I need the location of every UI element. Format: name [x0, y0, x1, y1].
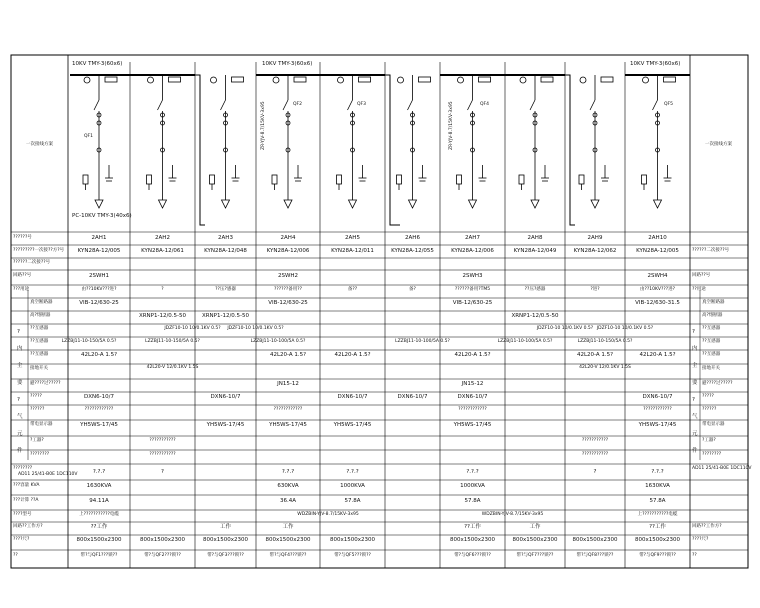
- indicator-rating: DXN6-10/7: [337, 394, 368, 400]
- panel-schematic: [272, 75, 306, 208]
- device-label: ?????: [30, 394, 42, 399]
- breaker-tag-1: QF1: [84, 134, 93, 139]
- surge-rating: ????????????: [84, 407, 114, 412]
- circuit-no: 2SWH4: [647, 273, 668, 279]
- panel-schematic: [642, 75, 676, 208]
- meter-val: ?.?.?: [466, 469, 479, 475]
- inner-frame: [68, 55, 690, 568]
- vcb-rating: VIB-12/630-31.5: [635, 300, 680, 306]
- usage-label: ???用途: [13, 287, 30, 292]
- work-val: ??工作: [90, 524, 108, 530]
- usage: ??压?感器: [524, 287, 546, 292]
- vcb-rating: VIB-12/630-25: [452, 300, 493, 306]
- current-label: ???计算 ??A: [13, 498, 39, 503]
- pt-note: ???????????: [149, 438, 176, 443]
- right-remarks-label: ??: [692, 553, 697, 558]
- dims-val: 800x1500x2300: [449, 537, 496, 543]
- vertical-label-left: 内: [17, 346, 23, 352]
- cabinet-type: KYN28A-12/055: [391, 248, 434, 254]
- usage: ??????备用?TM5: [454, 287, 491, 292]
- cabinet-type: KYN28A-12/062: [573, 248, 617, 254]
- vertical-label-left: ?: [17, 329, 20, 335]
- right-device-label: 避????过?????: [702, 381, 733, 386]
- secondary-scheme-label: ??????二次接??号: [13, 260, 51, 265]
- right-device-label: ????????: [702, 452, 722, 457]
- panel-no: 2AH10: [648, 235, 667, 241]
- vertical-label-right: ?: [692, 397, 695, 403]
- device-label: 真空断路器: [30, 300, 53, 305]
- panel-no: 2AH1: [91, 235, 107, 241]
- panel-schematic: [83, 75, 117, 208]
- work-val: 工作: [219, 524, 232, 530]
- panel-schematic: [337, 75, 371, 208]
- remark: 带?与QF2???锁??: [144, 553, 181, 558]
- dims-val: 800x1500x2300: [76, 537, 122, 543]
- pt-note: ???????????: [581, 452, 609, 457]
- arrester-rating: YH5WS-17/45: [206, 422, 245, 428]
- zsct-rating: 42L20-A 1.5?: [454, 352, 491, 358]
- device-label: 高?熔断器: [30, 313, 51, 318]
- pt-note: ???????????: [149, 452, 176, 457]
- right-dims-label: ????尺?: [692, 537, 709, 542]
- work-val: 工作: [529, 524, 541, 530]
- busbar-label-3: 10KV TMY-3(60x6): [630, 61, 681, 67]
- dims-val: 800x1500x2300: [202, 537, 249, 543]
- arrester-rating: YH5WS-17/45: [269, 422, 307, 428]
- indicator-rating: DXN6-10/7: [457, 394, 488, 400]
- zsct-rating: 42L20-A 1.5?: [80, 352, 118, 358]
- panel-no: 2AH2: [155, 235, 170, 241]
- breaker-tag-5: QF5: [664, 102, 673, 107]
- panel-no: 2AH9: [587, 235, 603, 241]
- right-device-label: 高?熔断器: [702, 313, 723, 318]
- right-circuit-label: 回路??号: [692, 273, 711, 278]
- right-device-label: ??互感器: [702, 352, 721, 357]
- cable-val: WDZBIN-YJV-8.7/15KV-3x95: [297, 512, 359, 517]
- feeder-vertical-label-1: ZR-YJV-8.7/15KV-3x95: [261, 101, 266, 150]
- meter-val: ?.?.?: [651, 469, 664, 475]
- cabinet-type: KYN28A-12/006: [451, 248, 494, 254]
- circuit-no: 2SWH1: [88, 273, 110, 279]
- remark: 带?与QF7???锁??: [516, 553, 554, 558]
- meter-label: ????????: [13, 466, 33, 471]
- pt-note: ???????????: [581, 438, 609, 443]
- zsct2-rating: 42L20-V 12/0.1KV 1.5S: [579, 365, 631, 370]
- arrester-rating: YH5WS-17/45: [638, 422, 677, 428]
- panel-no: 2AH4: [280, 235, 296, 241]
- current-val: 57.8A: [344, 498, 361, 504]
- current-val: 57.8A: [649, 498, 666, 504]
- device-label: 避????过?????: [30, 381, 61, 386]
- capacity-val: 1630KVA: [86, 483, 112, 489]
- schematics: [83, 75, 676, 208]
- dims-val: 800x1500x2300: [139, 537, 186, 543]
- dims-val: 800x1500x2300: [634, 537, 681, 543]
- dims-val: 800x1500x2300: [572, 537, 618, 543]
- meter-val: ?: [593, 469, 597, 475]
- remark: 带?与QF4???锁??: [269, 553, 307, 558]
- remark: 带?与QF3???锁??: [207, 553, 244, 558]
- meter-val: ?.?.?: [346, 469, 359, 475]
- capacity-val: 1630KVA: [645, 483, 670, 489]
- right-secondary-label: ??????二次接??号: [692, 248, 730, 253]
- device-label: ??互感器: [30, 352, 49, 357]
- cabinet-type: KYN28A-12/049: [513, 248, 557, 254]
- vertical-label-left: ?: [17, 397, 20, 403]
- dims-label: ????尺?: [13, 537, 30, 542]
- right-device-label: 带电显示器: [702, 422, 725, 427]
- device-label: ?工器?: [30, 438, 44, 443]
- breaker-tag-4: QF4: [480, 102, 489, 107]
- right-device-label: ?????: [702, 394, 714, 399]
- zsct-rating: 42L20-A 1.5?: [269, 352, 307, 358]
- panel-no: 2AH7: [465, 235, 480, 241]
- panel-no: 2AH8: [527, 235, 543, 241]
- remark: 带?与QF5???锁??: [334, 553, 371, 558]
- work-val: ??工作: [649, 524, 666, 530]
- meter-val: ?.?.?: [281, 469, 295, 475]
- dims-val: 800x1500x2300: [329, 537, 376, 543]
- work-label: 回路??工作方?: [13, 524, 43, 529]
- vertical-label-right: 件: [692, 448, 698, 454]
- usage: ?进?: [590, 287, 600, 292]
- es-rating: JN15-12: [277, 381, 299, 387]
- panel-no-label: ??????号: [13, 235, 32, 240]
- zsct-rating: 42L20-A 1.5?: [334, 352, 371, 358]
- cable-val: 上???????????电缆: [637, 512, 678, 517]
- usage: ??压?感器: [215, 287, 236, 292]
- fuse-rating: XRNP1-12/0.5-50: [201, 313, 250, 319]
- panel-no: 2AH6: [405, 235, 420, 241]
- panel-schematic: [397, 75, 431, 208]
- right-device-label: ??互感器: [702, 339, 721, 344]
- ct-rating: LZZBJ11-10-150/5A 0.5?: [145, 339, 200, 344]
- panel-schematic: [147, 75, 181, 208]
- vcb-rating: VIB-12/630-25: [79, 300, 119, 306]
- es-rating: JN15-12: [461, 381, 484, 387]
- meter-val: ?: [161, 469, 164, 475]
- cabinet-type-label: ?????????一次接??方?号: [13, 248, 65, 253]
- frame: [11, 55, 748, 568]
- vertical-label-right: 气: [692, 414, 698, 420]
- remark: 带?与QF9???锁??: [639, 553, 676, 558]
- indicator-rating: DXN6-10/7: [642, 394, 673, 400]
- device-label: 接地开关: [30, 366, 48, 371]
- capacity-val: 630KVA: [277, 483, 299, 489]
- panel-schematic: [519, 75, 553, 208]
- cabinet-type: KYN28A-12/006: [266, 248, 310, 254]
- right-device-label: 接地开关: [702, 366, 720, 371]
- device-label: ??????: [30, 407, 45, 412]
- busbar-label-2: 10KV TMY-3(60x6): [262, 61, 313, 67]
- table-rows: [11, 232, 748, 568]
- remark: 带?与QF8???锁??: [576, 553, 614, 558]
- vertical-label-left: 气: [17, 414, 23, 420]
- usage: 备??: [347, 287, 358, 292]
- cabinet-type: KYN28A-12/011: [331, 248, 374, 254]
- usage: 备?: [409, 287, 416, 292]
- pt-rating: JDZF10-10 10/0.1KV 0.5?: [227, 326, 284, 331]
- bottom-cable-label: PC-10KV TMY-3(40x6): [72, 213, 132, 219]
- indicator-rating: DXN6-10/7: [397, 394, 428, 400]
- breaker-tag-2: QF2: [293, 102, 302, 107]
- ct-rating: LZZBJ11-10-100/5A 0.5?: [395, 339, 450, 344]
- fuse-rating: XRNP1-12/0.5-50: [511, 313, 559, 319]
- remark: 带?与QF6???锁??: [454, 553, 491, 558]
- left-side-label: 一次接线方案: [26, 142, 53, 147]
- vertical-label-left: 件: [17, 448, 23, 454]
- usage: 由??10KV???进?: [639, 287, 676, 292]
- breaker-tag-3: QF3: [357, 102, 366, 107]
- usage: 由??10KV???进?: [81, 287, 117, 292]
- surge-rating: ????????????: [458, 407, 487, 412]
- vertical-label-right: 元: [692, 431, 698, 437]
- vertical-label-right: 内: [692, 346, 698, 352]
- remarks-label: ??: [13, 553, 18, 558]
- arrester-rating: YH5WS-17/45: [333, 422, 372, 428]
- usage: ??????备用??: [273, 287, 303, 292]
- cable-val: WDZBIN-YJV-8.7/15KV-3x95: [481, 512, 544, 517]
- vertical-label-right: 要: [692, 380, 698, 386]
- pt-rating: JDZF10-10 10/0.1KV 0.5?: [596, 326, 654, 331]
- vertical-label-left: 要: [17, 380, 23, 386]
- right-side-label: 一次接线方案: [705, 142, 732, 147]
- zsct2-rating: 42L20-V 12/0.1KV 1.5S: [146, 365, 199, 370]
- busbar-label-1: 10KV TMY-3(60x6): [72, 61, 123, 67]
- cabinet-type: KYN28A-12/061: [141, 248, 184, 254]
- meter-model: AD11 25/41-B0E 1DC110V: [18, 472, 78, 477]
- right-meter-model: AD11 25/41-B0E 1DC110V: [692, 466, 752, 471]
- circuit-no: 2SWH2: [277, 273, 299, 279]
- work-val: ??工作: [464, 524, 481, 530]
- surge-rating: ????????????: [643, 407, 672, 412]
- vertical-label-left: 元: [17, 431, 23, 437]
- circuit-no: 2SWH3: [462, 273, 483, 279]
- ct-rating: LZZBJ11-10-150/5A 0.5?: [577, 339, 633, 344]
- panel-no: 2AH3: [218, 235, 233, 241]
- pt-rating: JDZF10-10 10/0.1KV 0.5?: [536, 326, 594, 331]
- panel-no: 2AH5: [345, 235, 360, 241]
- right-usage-label: ??用途: [692, 287, 706, 292]
- cabinet-type: KYN28A-12/005: [636, 248, 679, 254]
- fuse-rating: XRNP1-12/0.5-50: [138, 313, 187, 319]
- vertical-label-left: 主: [17, 363, 23, 369]
- indicator-rating: DXN6-10/7: [210, 394, 241, 400]
- panel-schematic: [579, 75, 613, 208]
- cable-val: 上???????????电缆: [79, 512, 119, 517]
- current-val: 36.4A: [279, 498, 297, 504]
- zsct-rating: 42L20-A 1.5?: [576, 352, 614, 358]
- device-label: ??互感器: [30, 339, 49, 344]
- current-val: 94.11A: [89, 498, 109, 504]
- meter-val: ?.?.?: [92, 469, 106, 475]
- right-device-label: ??互感器: [702, 326, 721, 331]
- cabinet-type: KYN28A-12/005: [77, 248, 121, 254]
- capacity-label: ???容量 KVA: [13, 483, 40, 488]
- device-label: ????????: [30, 452, 50, 457]
- indicator-rating: DXN6-10/7: [84, 394, 114, 400]
- surge-rating: ????????????: [273, 407, 303, 412]
- right-work-label: 回路??工作方?: [692, 524, 722, 529]
- dims-val: 800x1500x2300: [265, 537, 311, 543]
- vertical-label-right: 主: [692, 363, 698, 369]
- ct-rating: LZZBJ11-10-100/5A 0.5?: [497, 339, 553, 344]
- remark: 带?与QF1???锁??: [80, 553, 118, 558]
- zsct-rating: 42L20-A 1.5?: [639, 352, 676, 358]
- panel-schematic: [210, 75, 244, 208]
- capacity-val: 1000KVA: [340, 483, 365, 489]
- ct-rating: LZZBJ11-10-100/5A 0.5?: [250, 339, 306, 344]
- right-device-label: ?工器?: [702, 438, 716, 443]
- capacity-val: 1000KVA: [460, 483, 485, 489]
- vertical-label-right: ?: [692, 329, 695, 335]
- work-val: 工作: [282, 524, 294, 530]
- device-label: 带电显示器: [30, 422, 53, 427]
- current-val: 57.8A: [464, 498, 481, 504]
- cable-label: ????型号: [13, 512, 32, 517]
- dims-val: 800x1500x2300: [512, 537, 558, 543]
- vcb-rating: VIB-12/630-25: [268, 300, 308, 306]
- usage: ?: [161, 287, 164, 292]
- arrester-rating: YH5WS-17/45: [80, 422, 118, 428]
- right-device-label: ??????: [702, 407, 717, 412]
- ct-rating: LZZBJ11-10-150/5A 0.5?: [61, 339, 117, 344]
- cabinet-type: KYN28A-12/048: [204, 248, 247, 254]
- pt-rating: JDZF10-10 10/0.1KV 0.5?: [164, 326, 221, 331]
- right-device-label: 真空断路器: [702, 300, 725, 305]
- feeder-vertical-label-2: ZR-YJV-8.7/15KV-3x95: [449, 101, 454, 150]
- device-label: ??互感器: [30, 326, 49, 331]
- circuit-no-label: 回路??号: [13, 273, 32, 278]
- arrester-rating: YH5WS-17/45: [453, 422, 492, 428]
- panel-schematic: [457, 75, 491, 208]
